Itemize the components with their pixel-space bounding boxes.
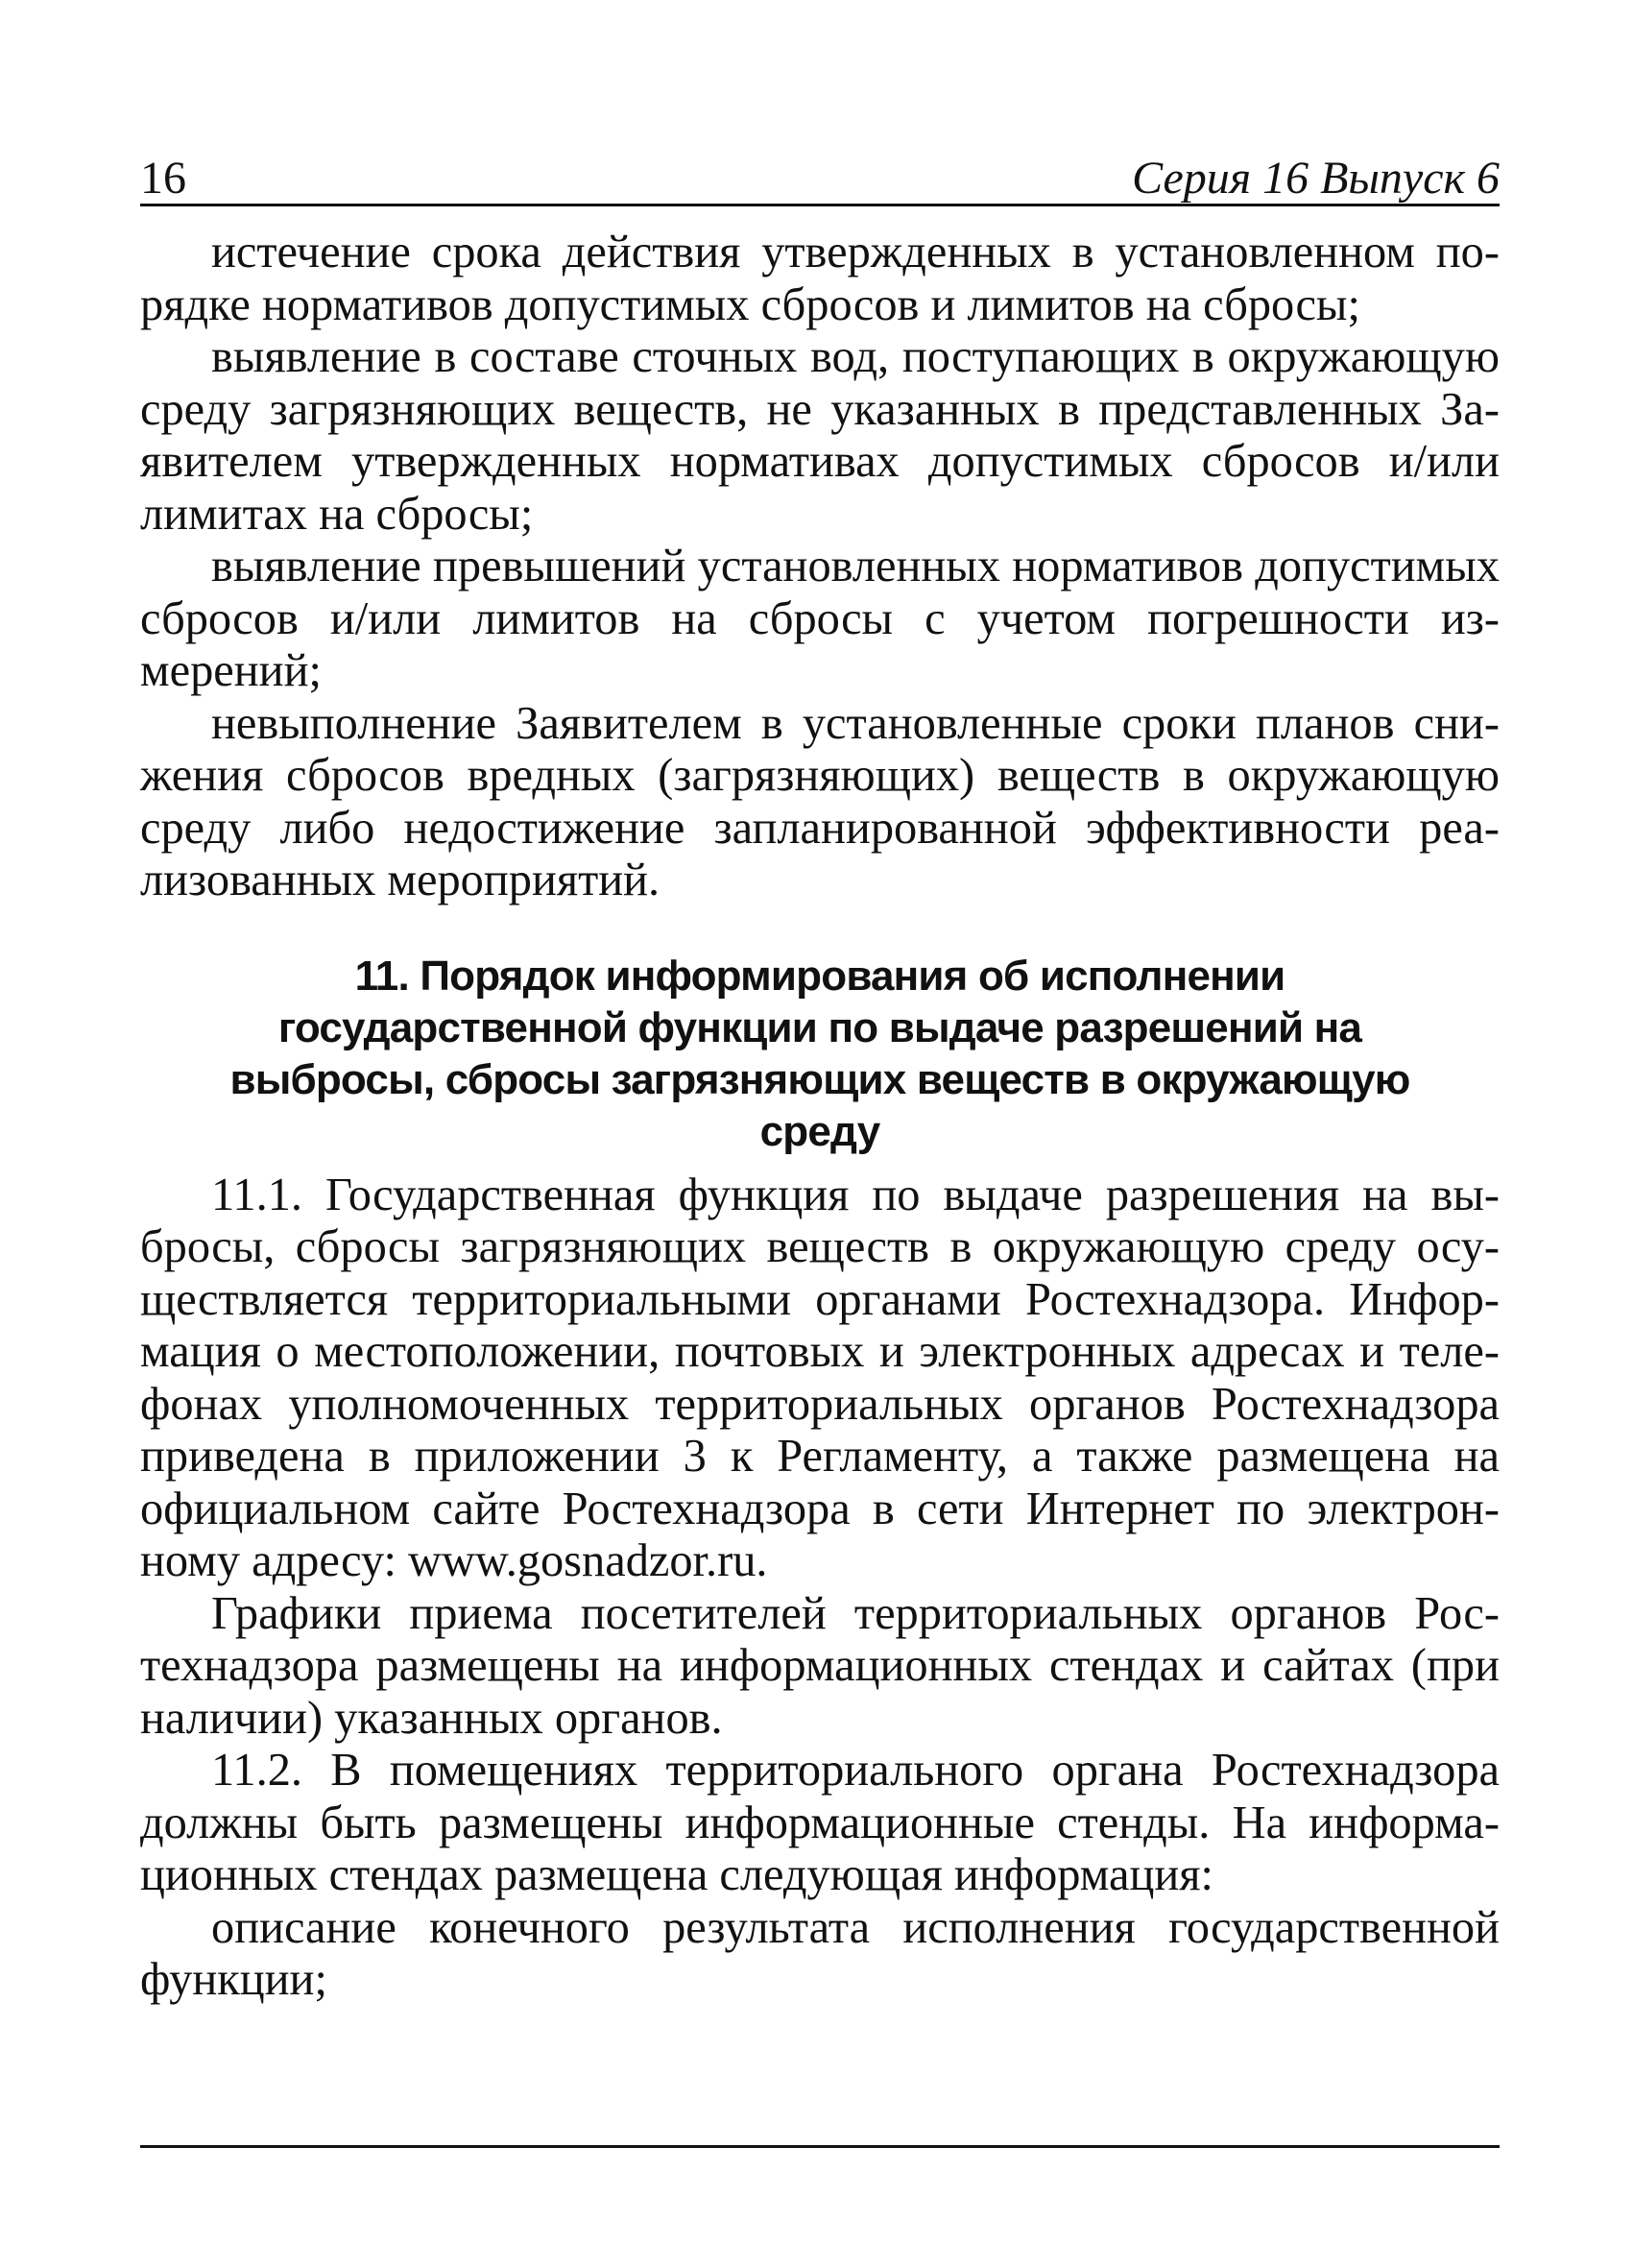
paragraph-expiry: истечение срока действия утвержденных в установленном порядке нормативов допустимых сбросов и лимитов на сбросы;	[140, 227, 1500, 330]
paragraph-non-fulfillment: невыполнение Заявителем в установленные сроки планов снижения сбросов вредных (загрязняющих) веществ в окружающую среду либо недостижение запланированной эффективности реализованных мероприятий.	[140, 697, 1500, 905]
body-text	[140, 227, 1500, 2007]
paragraph-detection-substances: выявление в составе сточных вод, поступающих в окружающую среду загрязняющих веществ, не указанных в представленных Заявителем утвержденных нормативах допустимых сбросов и/или лимитах на сбросы;	[140, 331, 1500, 540]
header-rule	[140, 204, 1500, 206]
series-issue-label: Серия 16 Выпуск 6	[1132, 153, 1500, 204]
footer-rule	[140, 2145, 1500, 2148]
paragraph-result-description: описание конечного результата исполнения государственной функции;	[140, 1901, 1500, 2005]
page-number: 16	[140, 153, 186, 204]
paragraph-11-1: 11.1. Государственная функция по выдаче разрешения на выбросы, сбросы загрязняющих веществ в окружающую среду осуществляется территориальными органами Ростехнадзора. Информация о местоположении, почтовых и электронных адресах и телефонах уполномоченных территориальных органов Ростехнадзора приведена в приложении 3 к Регламенту, а также размещена на официальном сайте Ростехнадзора в сети Интернет по электронному адресу: www.gosnadzor.ru.	[140, 1169, 1500, 1586]
paragraph-11-2: 11.2. В помещениях территориального органа Ростехнадзора должны быть размещены информационные стенды. На информационных стендах размещена следующая информация:	[140, 1745, 1500, 1900]
section-heading: 11. Порядок информирования об исполнении государственной функции по выдаче разрешений на выбросы, сбросы загрязняющих веществ в окружающую среду	[229, 952, 1410, 1155]
paragraph-exceedance: выявление превышений установленных нормативов допустимых сбросов и/или лимитов на сбросы с учетом погрешности измерений;	[140, 541, 1500, 696]
page-header	[140, 144, 1500, 205]
paragraph-schedules: Графики приема посетителей территориальных органов Ростехнадзора размещены на информационных стендах и сайтах (при наличии) указанных органов.	[140, 1587, 1500, 1744]
